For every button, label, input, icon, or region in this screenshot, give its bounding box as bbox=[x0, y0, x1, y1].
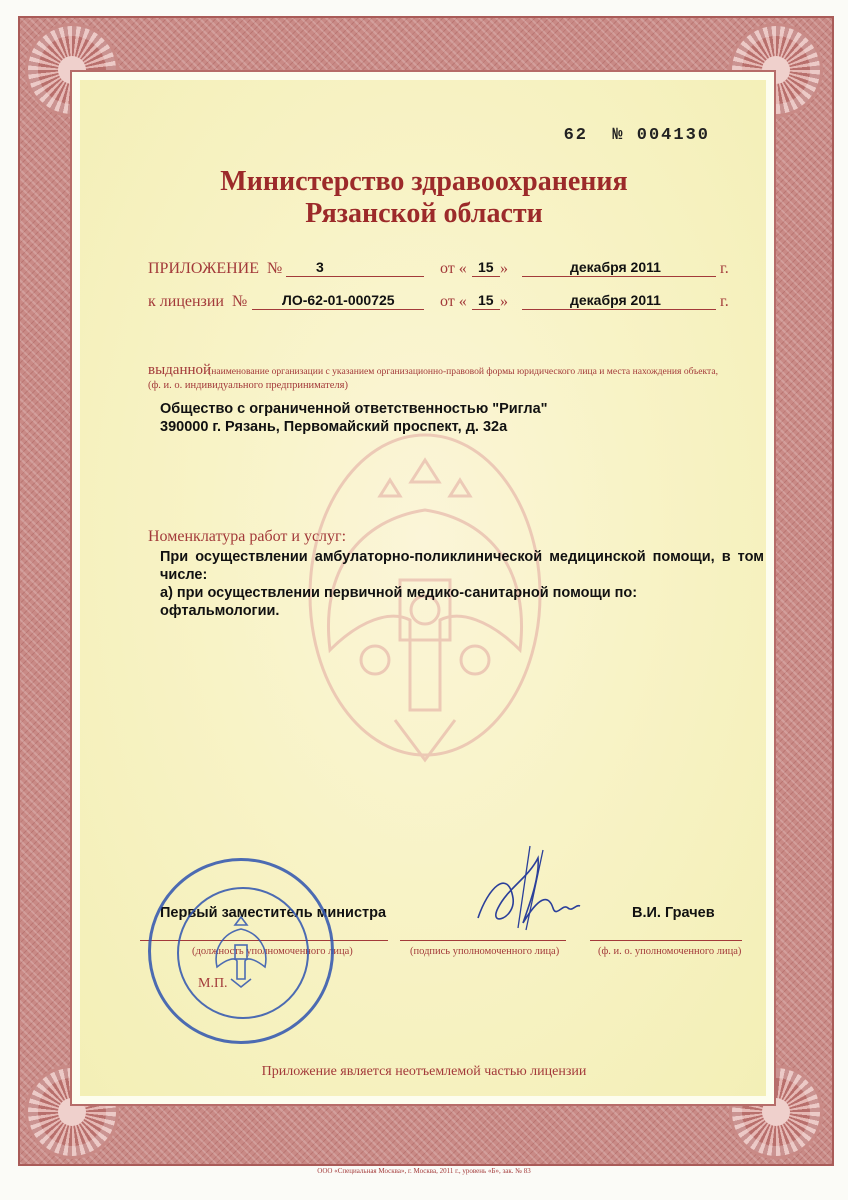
appendix-from-label: от « bbox=[440, 260, 467, 277]
license-day-line bbox=[472, 309, 500, 310]
nomenclature-line-3: а) при осуществлении первичной медико-санитарной помощи по: bbox=[160, 585, 638, 601]
license-day-close: » bbox=[500, 293, 508, 310]
appendix-day: 15 bbox=[478, 259, 494, 275]
issued-to-label: выданной bbox=[148, 362, 212, 378]
nomenclature-line-1: При осуществлении амбулаторно-поликлинической медицинской помощи, в том bbox=[160, 549, 764, 565]
signatory-name: В.И. Грачев bbox=[632, 905, 715, 921]
issuer-title-line1: Министерство здравоохранения bbox=[220, 166, 628, 197]
license-date-line bbox=[522, 309, 716, 310]
appendix-number-line bbox=[286, 276, 424, 277]
organization-address: 390000 г. Рязань, Первомайский проспект, д. 32а bbox=[160, 419, 508, 435]
seal-eagle-icon bbox=[209, 913, 273, 989]
signature-hint: (подпись уполномоченного лица) bbox=[410, 946, 560, 957]
appendix-number: 3 bbox=[316, 259, 324, 275]
appendix-date-line bbox=[522, 276, 716, 277]
name-line bbox=[590, 940, 742, 941]
appendix-day-close: » bbox=[500, 260, 508, 277]
handwritten-signature-icon bbox=[468, 838, 588, 938]
issued-to-hint-line1: (наименование организации с указанием организационно-правовой формы юридического лица и места нахождения объекта, bbox=[208, 366, 718, 377]
issued-to-hint-line2: (ф. и. о. индивидуального предпринимателя) bbox=[148, 380, 348, 391]
appendix-integral-part-note: Приложение является неотъемлемой частью лицензии bbox=[261, 1064, 587, 1079]
nomenclature-line-2: числе: bbox=[160, 567, 208, 583]
issuer-title-line2: Рязанской области bbox=[305, 198, 543, 229]
license-month-year: декабря 2011 bbox=[570, 292, 661, 308]
signature-line bbox=[400, 940, 566, 941]
license-day: 15 bbox=[478, 292, 494, 308]
appendix-label: ПРИЛОЖЕНИЕ № bbox=[148, 260, 283, 277]
license-number: ЛО-62-01-000725 bbox=[282, 292, 395, 308]
license-number-line bbox=[252, 309, 424, 310]
coat-of-arms-watermark-icon bbox=[300, 420, 550, 790]
appendix-day-line bbox=[472, 276, 500, 277]
name-hint: (ф. и. о. уполномоченного лица) bbox=[598, 946, 742, 957]
official-seal bbox=[148, 858, 334, 1044]
license-label: к лицензии № bbox=[148, 293, 248, 310]
nomenclature-label: Номенклатура работ и услуг: bbox=[148, 528, 347, 545]
appendix-month-year: декабря 2011 bbox=[570, 259, 661, 275]
license-from-label: от « bbox=[440, 293, 467, 310]
organization-name: Общество с ограниченной ответственностью "Ригла" bbox=[160, 401, 548, 417]
license-year-suffix: г. bbox=[720, 293, 729, 310]
printer-imprint: ООО «Специальная Москва», г. Москва, 2011 г., уровень «Б», зак. № 83 bbox=[317, 1167, 531, 1175]
position-hint: (должность уполномоченного лица) bbox=[192, 946, 353, 957]
nomenclature-line-4: офтальмологии. bbox=[160, 603, 280, 619]
appendix-year-suffix: г. bbox=[720, 260, 729, 277]
form-serial-number: 62 № 004130 bbox=[563, 126, 710, 145]
seal-place-label: М.П. bbox=[198, 976, 228, 991]
signatory-position: Первый заместитель министра bbox=[160, 905, 387, 921]
